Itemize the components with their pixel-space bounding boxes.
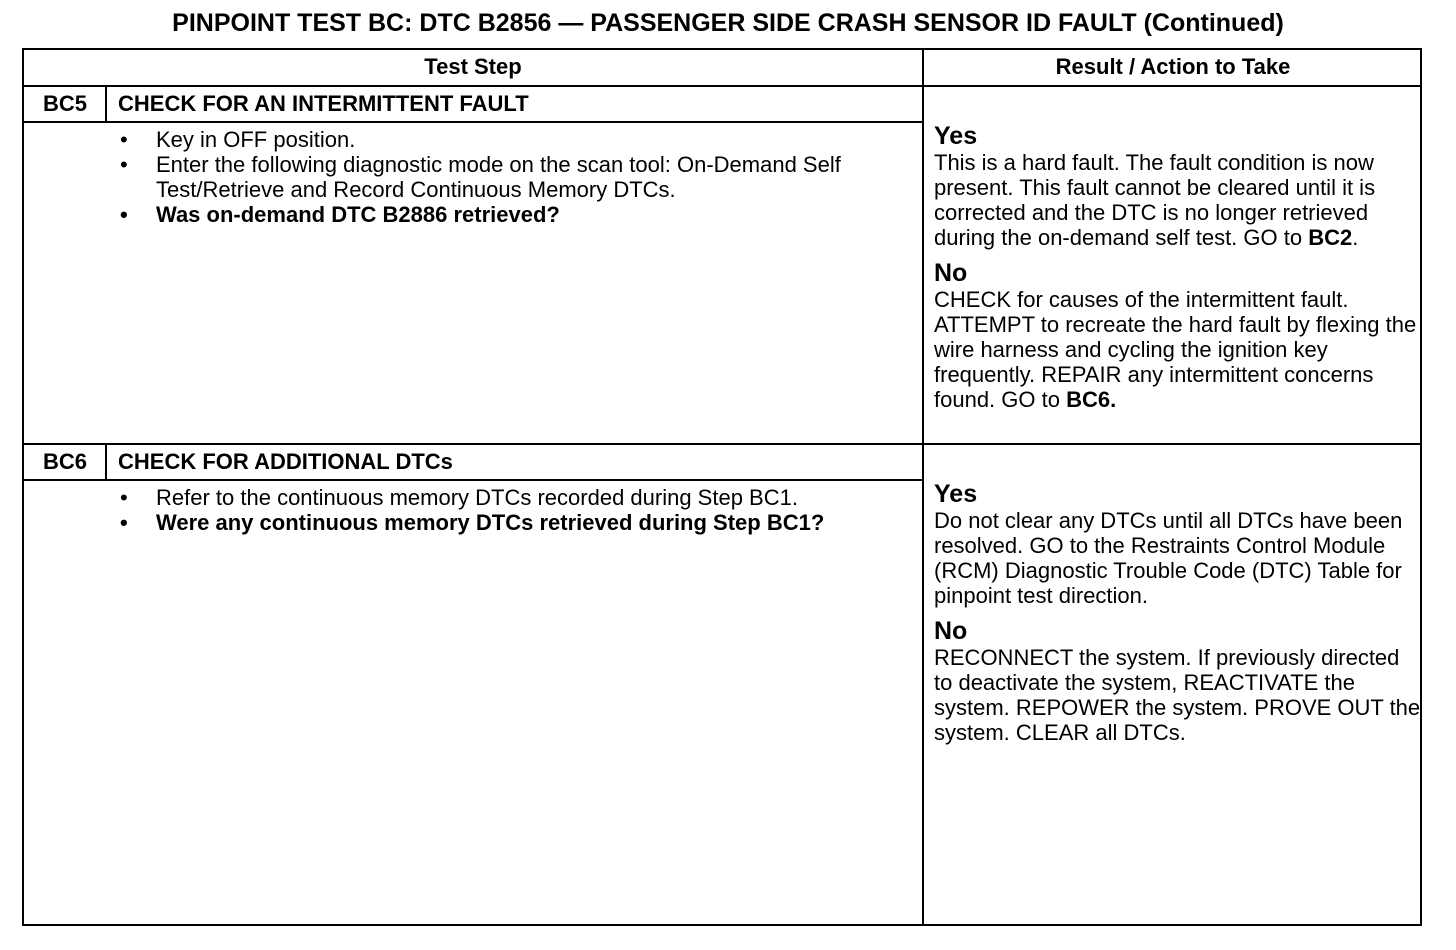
page-title: PINPOINT TEST BC: DTC B2856 — PASSENGER SIDE CRASH SENSOR ID FAULT (Continued)	[172, 9, 1284, 37]
step-bullets-bc6	[110, 485, 910, 535]
list-item: • Refer to the continuous memory DTCs recorded during Step BC1.	[110, 485, 910, 510]
answer-yes-label: Yes	[934, 122, 978, 150]
header-result-action: Result / Action to Take	[1055, 54, 1291, 79]
step-title-bc5: CHECK FOR AN INTERMITTENT FAULT	[118, 91, 529, 116]
step-title-divider	[24, 479, 922, 481]
goto-step-link: BC2	[1308, 225, 1353, 250]
result-bc5	[934, 123, 1422, 422]
column-divider	[922, 50, 924, 926]
step-title-bc6: CHECK FOR ADDITIONAL DTCs	[118, 449, 453, 474]
step-title-divider	[24, 121, 922, 123]
step-id-bc5: BC5	[42, 91, 87, 116]
answer-no-label: No	[934, 259, 968, 287]
answer-no-label: No	[934, 617, 968, 645]
answer-no-text	[934, 287, 1422, 412]
answer-yes-body: This is a hard fault. The fault condition is now present. This fault cannot be cleared until it is corrected and the DTC is no longer retrieved during the on-demand self test. GO to	[934, 150, 1376, 250]
step-bullets-bc5	[110, 127, 910, 227]
step-id-bc6: BC6	[42, 449, 87, 474]
step-id-divider	[105, 445, 107, 481]
answer-yes-label: Yes	[934, 480, 978, 508]
answer-yes-end: .	[1352, 225, 1359, 250]
goto-step-link: BC6.	[1066, 387, 1117, 412]
pinpoint-test-table	[22, 48, 1422, 926]
result-bc6	[934, 481, 1422, 755]
header-test-step: Test Step	[424, 54, 522, 79]
list-item: • Enter the following diagnostic mode on the scan tool: On-Demand Self Test/Retrieve and Record Continuous Memory DTCs.	[110, 152, 910, 202]
answer-yes-text: Do not clear any DTCs until all DTCs have been resolved. GO to the Restraints Control Module (RCM) Diagnostic Trouble Code (DTC) Table for pinpoint test direction.	[934, 508, 1403, 608]
list-item-question: • Was on-demand DTC B2886 retrieved?	[110, 202, 910, 227]
step-id-divider	[105, 87, 107, 123]
answer-no-text: RECONNECT the system. If previously directed to deactivate the system, REACTIVATE the system. REPOWER the system. PROVE OUT the system. CLEAR all DTCs.	[934, 645, 1421, 745]
answer-no-body: CHECK for causes of the intermittent fault. ATTEMPT to recreate the hard fault by flexing the wire harness and cycling the ignition key frequently. REPAIR any intermittent concerns found. GO to	[934, 287, 1417, 412]
list-item-question: • Were any continuous memory DTCs retrieved during Step BC1?	[110, 510, 910, 535]
list-item: • Key in OFF position.	[110, 127, 910, 152]
answer-yes-text	[934, 150, 1422, 250]
